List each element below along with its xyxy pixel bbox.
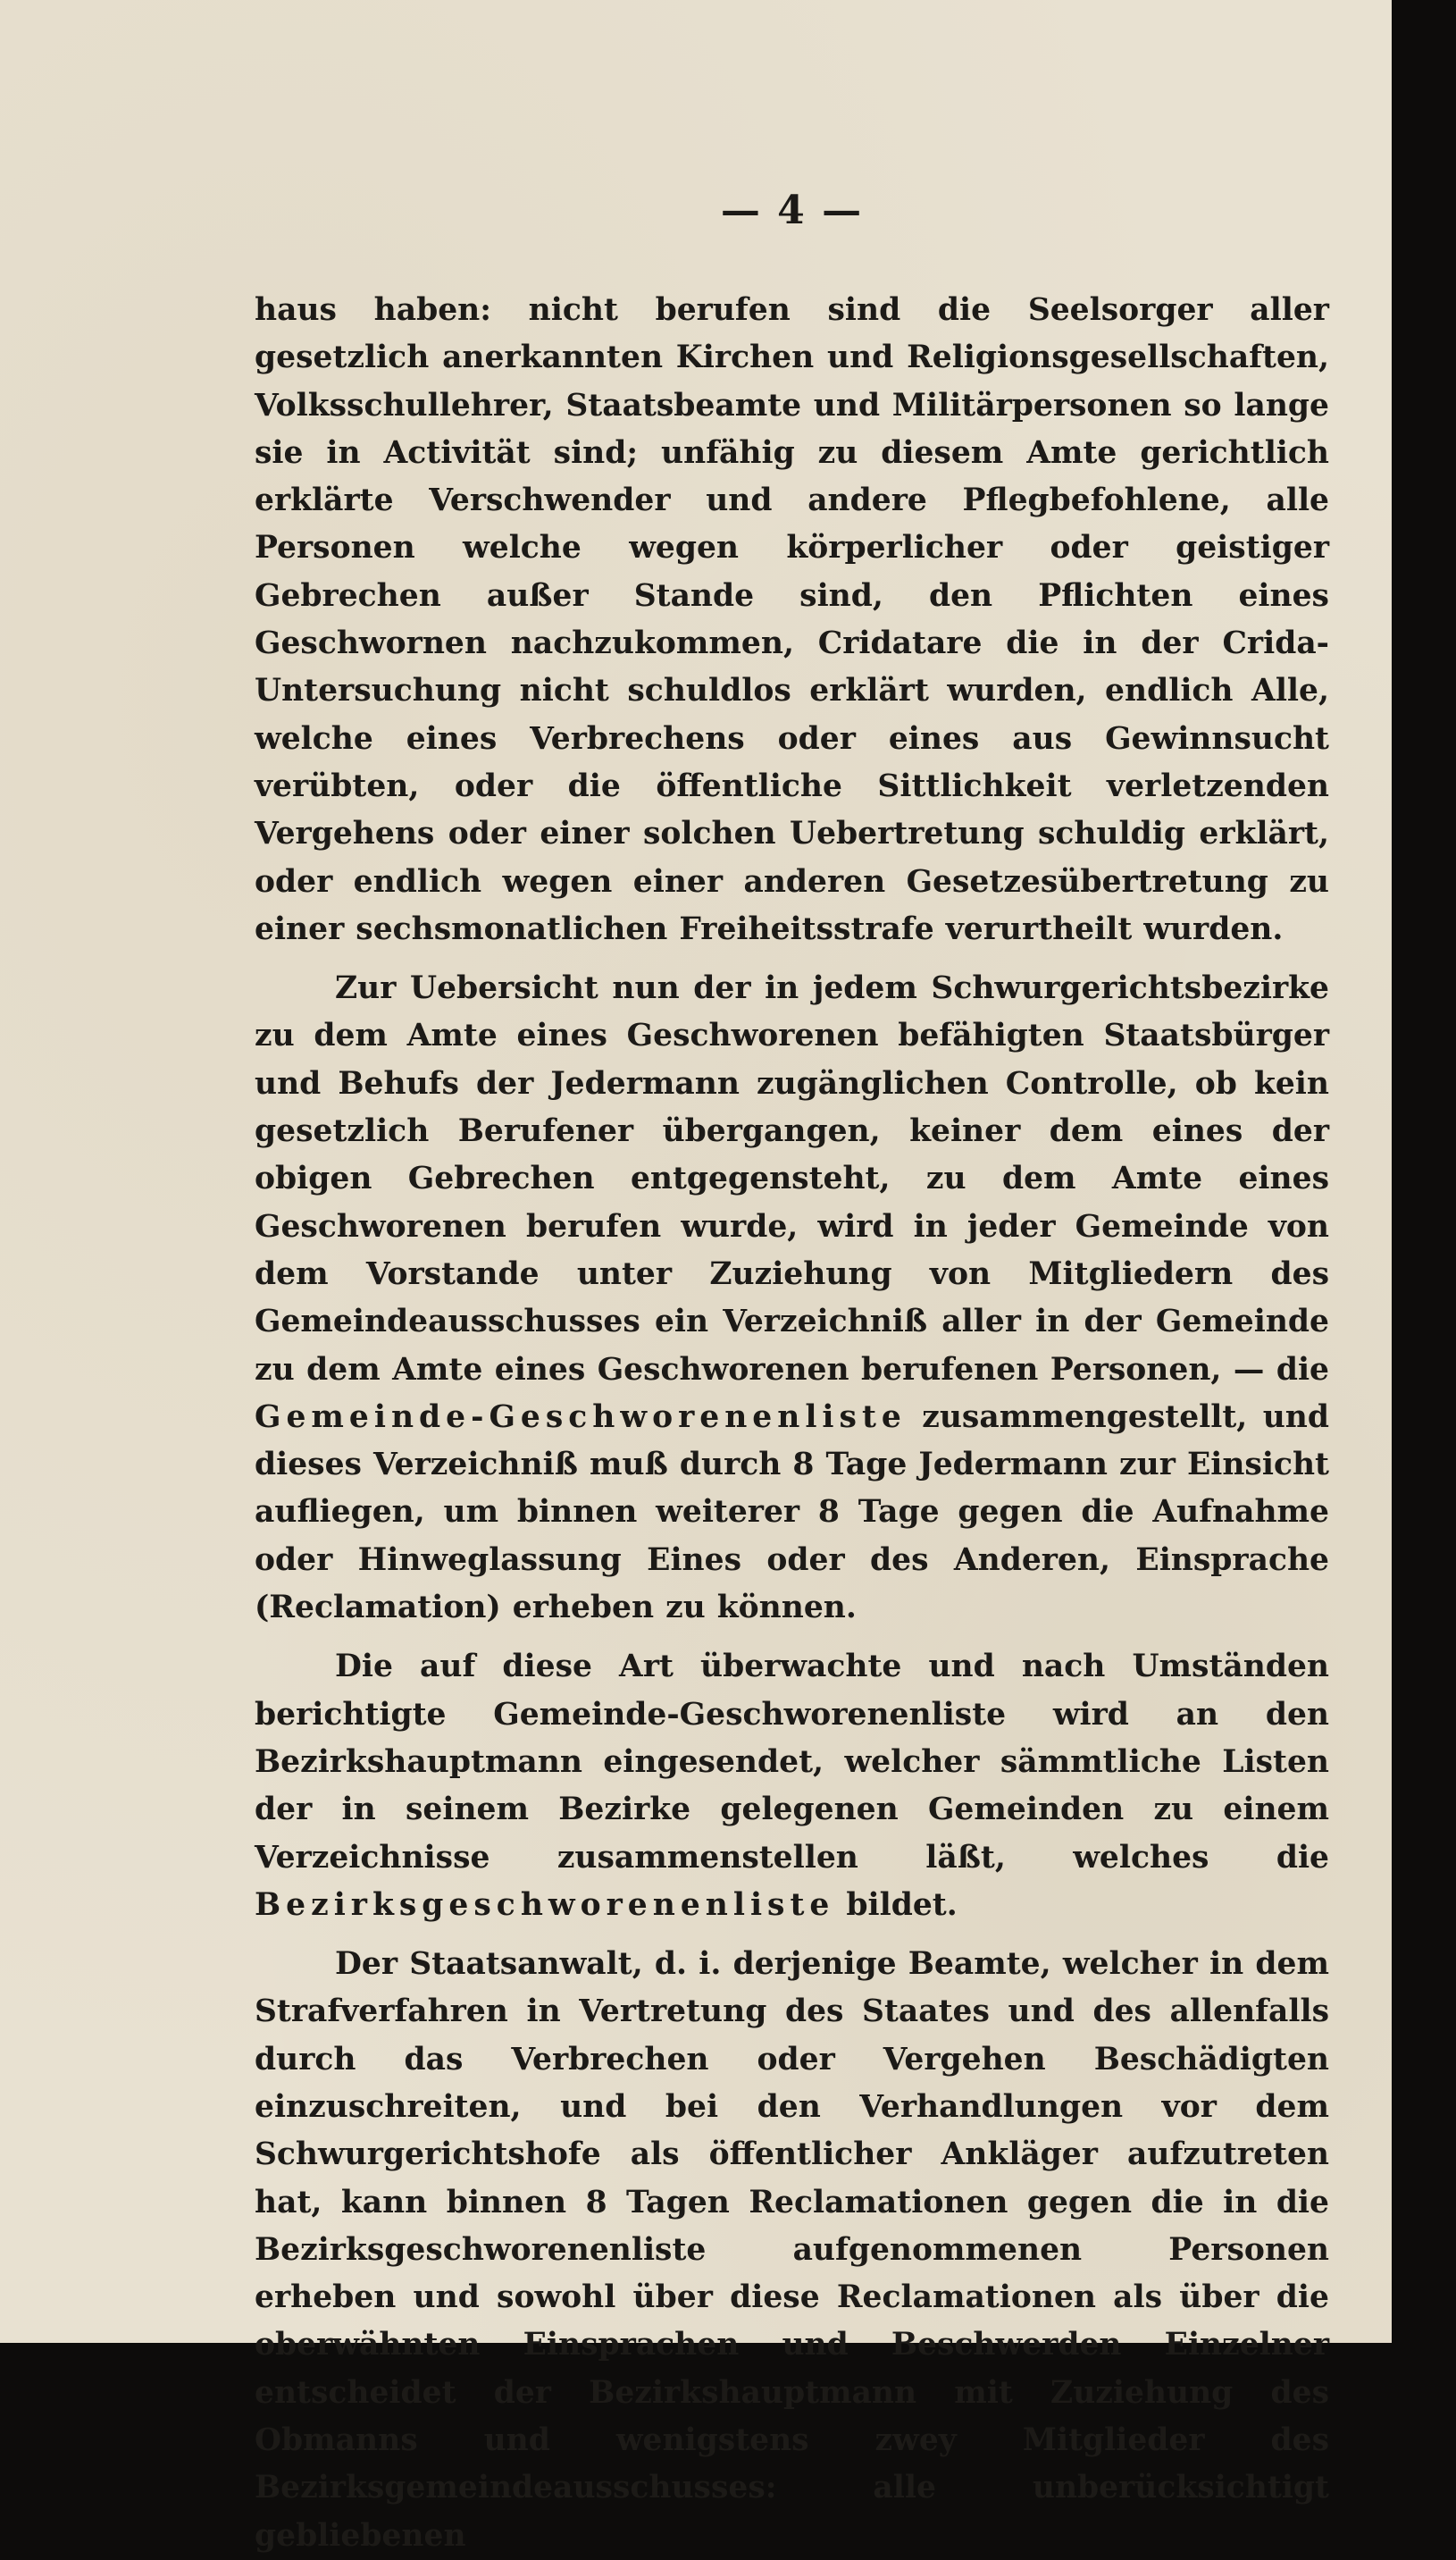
paragraph-2-text-after: zusammengestellt, und dieses Verzeichniß muß durch 8 Tage Jedermann zur Einsicht aufliegen, um binnen weiterer 8 Tage gegen die Aufnahme oder Hinweglassung Eines oder des Anderen, Einsprache (Reclamation) erheben zu können. bbox=[255, 1398, 1329, 1626]
page-number: — 4 — bbox=[720, 188, 864, 233]
paragraph-3-text-before: Die auf diese Art überwachte und nach Umständen berichtigte Gemeinde-Geschworenenliste wird an den Bezirkshauptmann eingesendet, welcher sämmtliche Listen der in seinem Bezirke gelegenen Gemeinden zu einem Verzeichnisse zusammenstellen läßt, welches die bbox=[255, 1649, 1329, 1876]
bezirksgeschworenenliste-term: Bezirksgeschworenenliste bbox=[255, 1886, 835, 1923]
paragraph-3 bbox=[255, 1643, 1329, 1929]
gemeinde-geschworenenliste-term: Gemeinde-Geschworenenliste bbox=[255, 1398, 907, 1435]
paragraph-2-text-before: Zur Uebersicht nun der in jedem Schwurgerichtsbezirke zu dem Amte eines Geschworenen befähigten Staatsbürger und Behufs der Jedermann zugänglichen Controlle, ob kein gesetzlich Berufener übergangen, keiner dem eines der obigen Gebrechen entgegensteht, zu dem Amte eines Geschworenen berufen wurde, wird in jeder Gemeinde von dem Vorstande unter Zuziehung von Mitgliedern des Gemeindeausschusses ein Verzeichniß aller in der Gemeinde zu dem Amte eines Geschworenen berufenen Personen, — die bbox=[255, 970, 1329, 1388]
paragraph-3-text-after: bildet. bbox=[834, 1886, 958, 1923]
paragraph-4: Der Staatsanwalt, d. i. derjenige Beamte, welcher in dem Strafverfahren in Vertretung des Staates und des allenfalls durch das Verbrechen oder Vergehen Beschädigten einzuschreiten, und bei den Verhandlungen vor dem Schwurgerichtshofe als öffentlicher Ankläger aufzutreten hat, kann binnen 8 Tagen Reclamationen gegen die in die Bezirksgeschworenenliste aufgenommenen Personen erheben und sowohl über diese Reclamationen als über die oberwähnten Einsprachen und Beschwerden Einzelner entscheidet der Bezirkshauptmann mit Zuziehung des Obmanns und wenigstens zwey Mitglieder des Bezirksgemeindeausschusses: alle unberücksichtigt gebliebenen bbox=[255, 1946, 1329, 2554]
paragraph-2 bbox=[255, 965, 1329, 1632]
paragraph-1: haus haben: nicht berufen sind die Seelsorger aller gesetzlich anerkannten Kirchen und Religionsgesellschaften, Volksschullehrer, Staatsbeamte und Militärpersonen so lange sie in Activität sind; unfähig zu diesem Amte gerichtlich erklärte Verschwender und andere Pflegbefohlene, alle Personen welche wegen körperlicher oder geistiger Gebrechen außer Stande sind, den Pflichten eines Geschwornen nachzukommen, Cridatare die in der Crida-Untersuchung nicht schuldlos erklärt wurden, endlich Alle, welche eines Verbrechens oder eines aus Gewinnsucht verübten, oder die öffentliche Sittlichkeit verletzenden Vergehens oder einer solchen Uebertretung schuldig erklärt, oder endlich wegen einer anderen Gesetzesübertretung zu einer sechsmonatlichen Freiheitsstrafe verurtheilt wurden. bbox=[255, 292, 1329, 947]
scan-dark-edge bbox=[1392, 0, 1456, 2343]
